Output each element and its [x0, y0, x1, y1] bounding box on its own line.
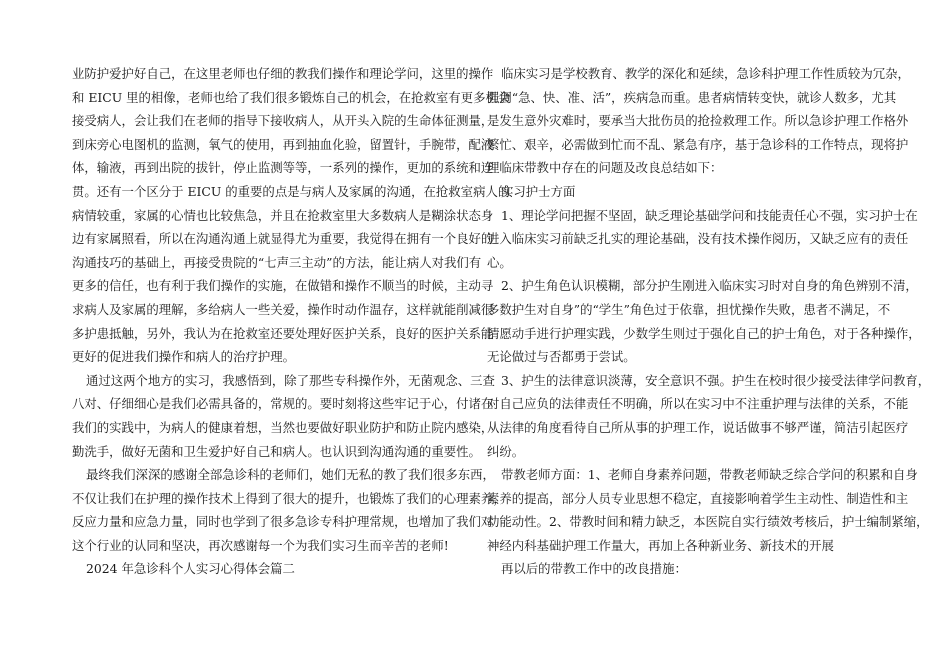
text-line: 业防护爱护好自己，在这里老师也仔细的教我们操作和理论学问，这里的操作: [72, 66, 494, 81]
text-line: 纠纷。: [487, 443, 525, 459]
text-line: 反应力量和应急力量，同时也学到了很多急诊专科护理常规，也增加了我们对: [72, 514, 494, 530]
text-line: 强调“急、快、准、活”，疾病急而重。患者病情转变快，就诊人数多，尤其: [487, 89, 897, 105]
text-line: 对自己应负的法律责任不明确，所以在实习中不注重护理与法律的关系，不能: [487, 396, 909, 412]
text-line: 进入临床实习前缺乏扎实的理论基础，没有技术操作阅历，又缺乏应有的责任: [487, 231, 909, 247]
text-line: 这个行业的认同和坚决，再次感谢每一个为我们实习生而辛苦的老师!: [72, 537, 449, 553]
text-line: 边有家属照看，所以在沟通沟通上就显得尤为重要，我觉得在拥有一个良好的: [72, 231, 494, 247]
right-text-column: [487, 62, 931, 581]
text-line: 多护患抵触，另外，我认为在抢救室还要处理好医护关系，良好的医护关系能: [72, 325, 494, 341]
text-line: 情愿动手进行护理实践，少数学生则过于强化自己的护士角色，对于各种操作，: [487, 325, 921, 341]
text-line: 不仅让我们在护理的操作技术上得到了很大的提升，也锻炼了我们的心理素养，: [72, 490, 506, 506]
text-line: 再以后的带教工作中的改良措施：: [501, 561, 687, 577]
text-line: 3、护生的法律意识淡薄，安全意识不强。护生在校时很少接受法律学问教育，: [501, 372, 931, 388]
text-line: 繁忙、艰辛，必需做到忙而不乱、紧急有序，基于急诊科的工作特点，现将护: [487, 136, 909, 152]
text-line: 贯。还有一个区分于 EICU 的重要的点是与病人及家属的沟通，在抢救室病人的: [72, 183, 511, 199]
text-line: 八对、仔细细心是我们必需具备的，常规的。要时刻将这些牢记于心，付诸在: [72, 396, 494, 412]
text-line: 沟通技巧的基础上，再接受贵院的“七声三主动”的方法，能让病人对我们有: [72, 254, 482, 270]
text-line: 求病人及家属的理解，多给病人一些关爱，操作时动作温存，这样就能削减很: [72, 301, 494, 317]
text-line: 带教老师方面：1、老师自身素养问题，带教老师缺乏综合学问的积累和自身: [501, 467, 918, 483]
text-line: 更好的促进我们操作和病人的治疗护理。: [72, 349, 296, 365]
text-line: 是发生意外灾难时，要承当大批伤员的抢捡救理工作。所以急诊护理工作格外: [487, 113, 909, 129]
text-line: 临床实习是学校教育、教学的深化和延续，急诊科护理工作性质较为冗杂，: [501, 66, 910, 81]
text-line: 无论做过与否都勇于尝试。: [487, 349, 636, 365]
text-line: 素养的提高，部分人员专业思想不稳定，直接影响着学生主动性、制造性和主: [487, 490, 909, 506]
text-line: 通过这两个地方的实习，我感悟到，除了那些专科操作外，无菌观念、三查: [86, 372, 495, 388]
text-line: 接受病人，会让我们在老师的指导下接收病人，从开头入院的生命体征测量，: [72, 113, 494, 129]
text-line: 神经内科基础护理工作量大，再加上各种新业务、新技术的开展: [487, 537, 834, 553]
text-line: 从法律的角度看待自己所从事的护理工作，说话做事不够严谨，简洁引起医疗: [487, 419, 909, 435]
text-line: 病情较重，家属的心情也比较焦急，并且在抢救室里大多数病人是糊涂状态身: [72, 207, 494, 223]
text-line: 心。: [487, 254, 512, 270]
text-line: 动能动性。2、带教时间和精力缺乏，本医院自实行绩效考核后，护士编制紧缩，: [487, 514, 929, 530]
text-line: 更多的信任，也有利于我们操作的实施，在做错和操作不顺当的时候，主动寻: [72, 278, 494, 294]
text-line: 2024 年急诊科个人实习心得体会篇二: [86, 561, 295, 577]
text-line: 到床旁心电图机的监测，氧气的使用，再到抽血化验，留置针，手腕带，配液: [72, 136, 494, 152]
text-line: 1、理论学问把握不坚固，缺乏理论基础学问和技能责任心不强，实习护士在: [501, 207, 918, 223]
text-line: 2、护生角色认识模糊，部分护生刚进入临床实习时对自身的角色辨别不清，: [501, 278, 918, 294]
text-line: 我们的实践中，为病人的健康着想，当然也要做好职业防护和防止院内感染，: [72, 419, 494, 435]
text-line: 实习护士方面: [501, 183, 576, 199]
text-line: 最终我们深深的感谢全部急诊科的老师们，她们无私的教了我们很多东西，: [86, 467, 495, 483]
text-line: 和 EICU 里的相像，老师也给了我们很多锻炼自己的机会，在抢救室有更多机会: [72, 89, 511, 105]
text-line: 理临床带教中存在的问题及改良总结如下：: [487, 160, 723, 176]
text-line: 体，输液，再到出院的拔针，停止监测等等，一系列的操作，更加的系统和连: [72, 160, 494, 176]
text-line: 勤洗手，做好无菌和卫生爱护好自己和病人。也认识到沟通沟通的重要性。: [72, 443, 481, 459]
text-line: 多数护生对自身”的“学生”角色过于依靠，担忧操作失败，患者不满足，不: [487, 301, 891, 317]
